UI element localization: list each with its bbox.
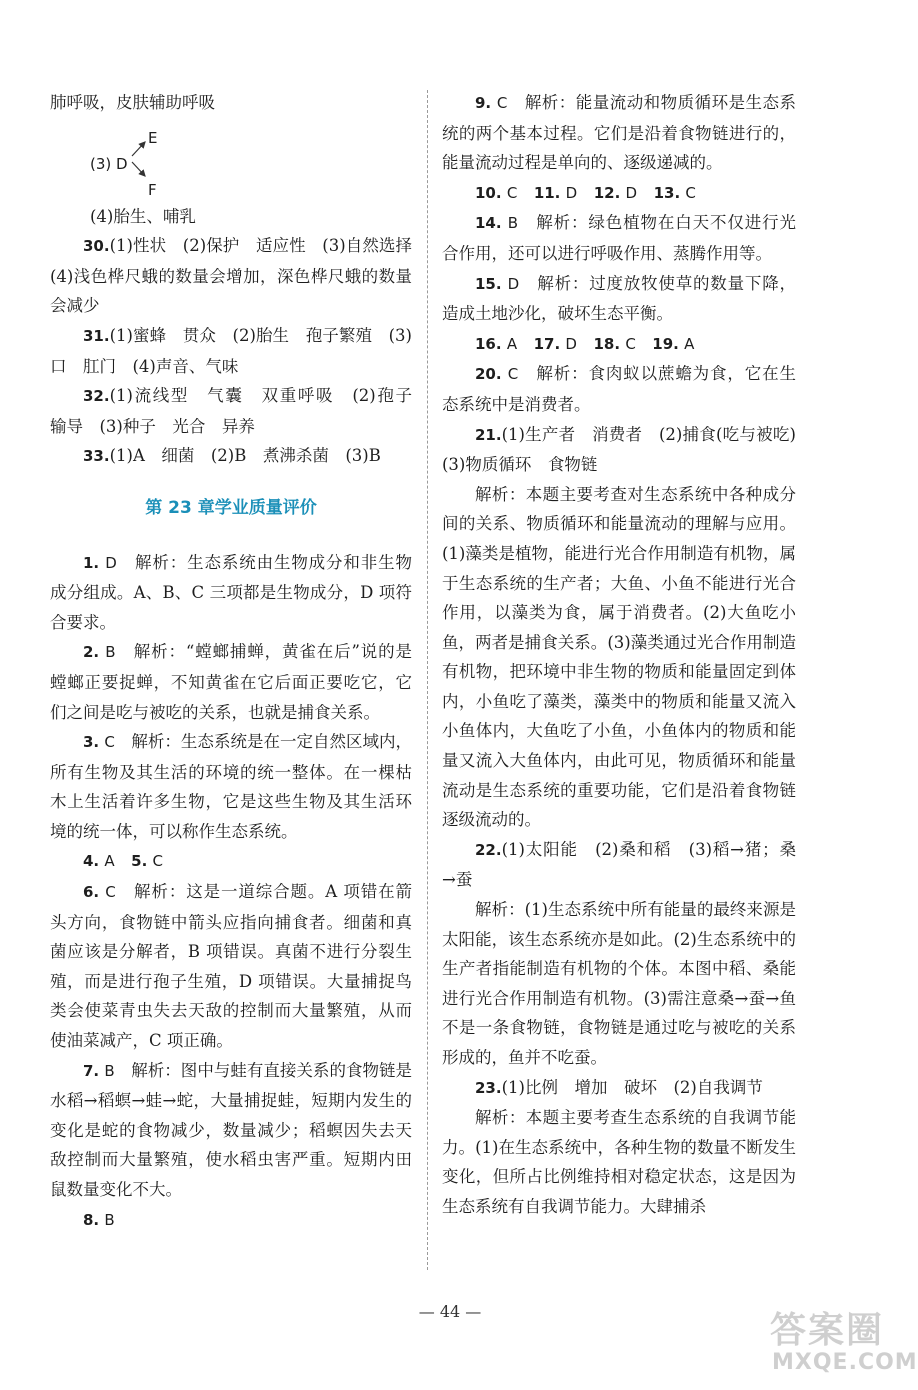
answer-choice: D bbox=[625, 183, 638, 202]
question-30 bbox=[50, 231, 429, 321]
answer-text: (1)太阳能 (2)桑和稻 (3)稻→猪；桑→蚕 bbox=[442, 839, 796, 890]
question-6 bbox=[50, 877, 412, 1056]
answer-choice: D bbox=[507, 274, 520, 293]
answer-choice: C bbox=[496, 94, 508, 112]
question-32 bbox=[50, 381, 429, 441]
question-number: 20. bbox=[475, 365, 502, 384]
analysis-text: 解析：能量流动和物质循环是生态系统的两个基本过程。它们是沿着食物链进行的，能量流动过程是单向的、逐级递减的。 bbox=[442, 93, 797, 173]
analysis-text: 解析：“螳螂捕蝉，黄雀在后”说的是螳螂正要捉蝉，不知黄雀在它后面正要吃它，它们之间是吃与被吃的关系，也就是捕食关系。 bbox=[50, 642, 413, 722]
answer-text: (1)比例 增加 破坏 (2)自我调节 bbox=[501, 1077, 763, 1097]
answer-line: (4)胎生、哺乳 bbox=[90, 206, 196, 226]
answer-text: (1)A 细菌 (2)B 煮沸杀菌 (3)B bbox=[109, 446, 381, 466]
question-20 bbox=[442, 359, 796, 419]
answer-choice: C bbox=[507, 365, 519, 384]
watermark-url: MXQE.COM bbox=[772, 1350, 918, 1375]
diagram-node-f: F bbox=[148, 180, 157, 199]
watermark-main: 答案圈 bbox=[770, 1310, 885, 1351]
answer-choice: D bbox=[565, 183, 578, 202]
question-23 bbox=[442, 1073, 796, 1104]
answer-choice: B bbox=[105, 643, 116, 662]
question-2 bbox=[50, 637, 412, 727]
question-number: 7. bbox=[83, 1061, 100, 1080]
analysis-text: 解析：图中与蛙有直接关系的食物链是水稻→稻螟→蛙→蛇，大量捕捉蛙，短期内发生的变化是蛇的食物减少，数量减少；稻螟因失去天敌控制而大量繁殖，使水稻虫害严重。短期内田鼠数量变化不大。 bbox=[50, 1060, 413, 1199]
question-number: 19. bbox=[652, 334, 679, 353]
diagram-node-e: E bbox=[148, 128, 158, 147]
question-number: 32. bbox=[83, 387, 110, 406]
answer-choice: C bbox=[506, 183, 518, 202]
section-title: 第 23 章学业质量评价 bbox=[145, 497, 317, 518]
question-number: 6. bbox=[83, 883, 100, 902]
question-number: 30. bbox=[83, 237, 110, 256]
question-31 bbox=[50, 321, 412, 381]
question-22 bbox=[442, 835, 796, 895]
answer-choice: C bbox=[685, 183, 696, 202]
question-1 bbox=[50, 548, 412, 638]
question-number: 3. bbox=[83, 733, 100, 752]
question-4-5 bbox=[50, 846, 412, 877]
question-14 bbox=[442, 208, 796, 268]
answer-text: (1)蜜蜂 贯众 (2)胎生 孢子繁殖 (3)口 肛门 (4)声音、气味 bbox=[50, 325, 412, 376]
question-number: 4. bbox=[83, 852, 100, 871]
answer-choice: B bbox=[507, 214, 518, 233]
question-number: 16. bbox=[475, 334, 502, 353]
question-21 bbox=[442, 420, 813, 480]
question-number: 31. bbox=[83, 326, 110, 345]
question-number: 12. bbox=[593, 183, 621, 202]
analysis-text: 解析：这是一道综合题。A 项错在箭头方向，食物链中箭头应指向捕食者。细菌和真菌应该是分解者，B 项错误。真菌不进行分裂生殖，而是进行孢子生殖，D 项错误。大量捕捉鸟类会使菜青虫失去天敌的控制而大量繁殖，从而使油菜减产，C 项正确。 bbox=[50, 882, 413, 1051]
question-number: 21. bbox=[475, 425, 502, 444]
page-number: — 44 — bbox=[418, 1302, 482, 1321]
analysis-text: 解析：生态系统是在一定自然区域内，所有生物及其生活的环境的统一整体。在一棵枯木上生活着许多生物，它是这些生物及其生活环境的统一体，可以称作生态系统。 bbox=[50, 732, 413, 841]
question-number: 18. bbox=[593, 334, 621, 353]
question-number: 17. bbox=[533, 334, 561, 353]
analysis-text: 解析：生态系统由生物成分和非生物成分组成。A、B、C 三项都是生物成分，D 项符合要求。 bbox=[50, 552, 413, 632]
question-33 bbox=[50, 441, 412, 472]
answer-line: 肺呼吸，皮肤辅助呼吸 bbox=[50, 93, 215, 112]
answer-choice: B bbox=[104, 1061, 115, 1080]
answer-choice: C bbox=[105, 883, 116, 902]
answer-choice: A bbox=[684, 334, 695, 353]
question-number: 23. bbox=[475, 1078, 502, 1097]
answer-choice: C bbox=[152, 852, 164, 871]
question-number: 10. bbox=[475, 183, 502, 202]
answer-choice: C bbox=[104, 733, 115, 752]
question-number: 9. bbox=[475, 94, 492, 112]
question-number: 13. bbox=[653, 183, 681, 202]
analysis-text: 解析：过度放牧使草的数量下降，造成土地沙化，破坏生态平衡。 bbox=[442, 273, 797, 324]
watermark-logo bbox=[770, 1302, 918, 1382]
question-number: 33. bbox=[83, 447, 110, 466]
branch-diagram bbox=[50, 118, 412, 202]
question-number: 5. bbox=[131, 852, 148, 871]
answer-choice: C bbox=[625, 334, 636, 353]
answer-choice: A bbox=[506, 334, 518, 353]
question-8 bbox=[50, 1205, 412, 1236]
analysis-text: 解析：食肉蚁以蔗蟾为食，它在生态系统中是消费者。 bbox=[442, 364, 797, 414]
left-column bbox=[50, 88, 429, 1235]
answer-text: (1)流线型 气囊 双重呼吸 (2)孢子 输导 (3)种子 光合 异养 bbox=[50, 386, 429, 436]
column-divider bbox=[427, 90, 428, 1270]
question-number: 11. bbox=[533, 183, 561, 202]
question-9 bbox=[442, 88, 796, 178]
question-15 bbox=[442, 269, 796, 329]
answer-choice: D bbox=[105, 553, 117, 572]
question-number: 22. bbox=[475, 840, 502, 859]
answer-text: (1)生产者 消费者 (2)捕食(吃与被吃) (3)物质循环 食物链 bbox=[442, 424, 813, 475]
analysis-22: 解析：(1)生态系统中所有能量的最终来源是太阳能，该生态系统亦是如此。(2)生态系统中的生产者指能制造有机物的个体。本图中稻、桑能进行光合作用制造有机物。(3)需注意桑→蚕→鱼不是一条食物链，食物链是通过吃与被吃的关系形成的，鱼并不吃蚕。 bbox=[442, 900, 796, 1067]
right-column bbox=[442, 88, 813, 1222]
question-number: 8. bbox=[83, 1210, 100, 1229]
analysis-23: 解析：本题主要考查生态系统的自我调节能力。(1)在生态系统中，各种生物的数量不断发生变化，但所占比例维持相对稳定状态，这是因为生态系统有自我调节能力。大肆捕杀 bbox=[442, 1108, 796, 1216]
answer-text: (1)性状 (2)保护 适应性 (3)自然选择 (4)浅色桦尺蛾的数量会增加，深色桦尺蛾的数量会减少 bbox=[50, 236, 429, 316]
question-7 bbox=[50, 1056, 412, 1205]
analysis-text: 解析：绿色植物在白天不仅进行光合作用，还可以进行呼吸作用、蒸腾作用等。 bbox=[442, 213, 796, 263]
answer-choice: B bbox=[104, 1210, 115, 1229]
question-number: 2. bbox=[83, 643, 100, 662]
question-number: 15. bbox=[475, 274, 502, 293]
question-number: 1. bbox=[83, 553, 100, 572]
answer-choice: A bbox=[104, 852, 115, 871]
question-16-19 bbox=[442, 329, 796, 360]
analysis-21: 解析：本题主要考查对生态系统中各种成分间的关系、物质循环和能量流动的理解与应用。(1)藻类是植物，能进行光合作用制造有机物，属于生态系统的生产者；大鱼、小鱼不能进行光合作用，以藻类为食，属于消费者。(2)大鱼吃小鱼，两者是捕食关系。(3)藻类通过光合作用制造有机物，把环境中非生物的物质和能量固定到体内，小鱼吃了藻类，藻类中的物质和能量又流入小鱼体内，大鱼吃了小鱼，小鱼体内的物质和能量又流入大鱼体内，由此可见，物质循环和能量流动是生态系统的重要功能，它们是沿着食物链逐级流动的。 bbox=[442, 484, 796, 830]
branch-arrows bbox=[50, 118, 210, 202]
question-10-13 bbox=[442, 178, 796, 209]
diagram-prefix: (3) D bbox=[90, 154, 128, 173]
question-3 bbox=[50, 727, 412, 846]
question-number: 14. bbox=[475, 214, 502, 233]
answer-choice: D bbox=[565, 334, 577, 353]
